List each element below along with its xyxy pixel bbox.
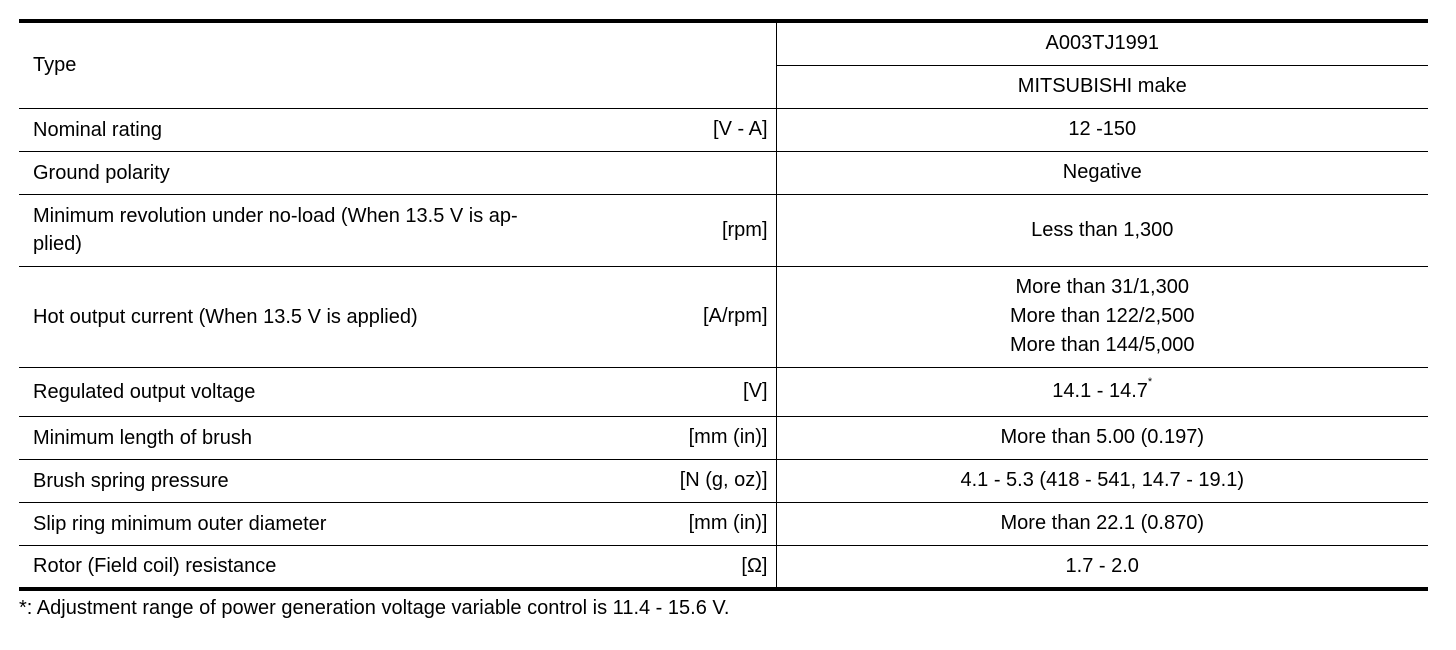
row-value: More than 22.1 (0.870) <box>1000 512 1204 534</box>
row-unit: [mm (in)] <box>688 426 768 448</box>
brush-spring-label-cell <box>19 459 776 502</box>
row-unit: [mm (in)] <box>688 512 768 534</box>
row-unit: [N (g, oz)] <box>679 469 768 491</box>
type-label: Type <box>33 54 77 77</box>
row-label: Minimum length of brush <box>33 426 252 449</box>
type-make-value: MITSUBISHI make <box>1017 75 1187 97</box>
nominal-rating-value-cell <box>776 108 1428 151</box>
type-model-value: A003TJ1991 <box>1045 32 1159 55</box>
row-label: Ground polarity <box>33 161 170 184</box>
row-label <box>33 202 518 258</box>
row-value: 1.7 - 2.0 <box>1065 554 1139 577</box>
footnote: *: Adjustment range of power generation voltage variable control is 11.4 - 15.6 V. <box>19 597 730 619</box>
type-model-cell <box>776 21 1428 65</box>
type-label-cell <box>19 21 776 108</box>
type-make-cell <box>776 65 1428 108</box>
row-label: Rotor (Field coil) resistance <box>33 555 277 578</box>
row-value: Less than 1,300 <box>1031 218 1174 241</box>
row-value-line: More than 144/5,000 <box>1009 334 1195 356</box>
brush-spring-value-cell <box>776 459 1428 502</box>
row-label: Regulated output voltage <box>33 380 256 403</box>
row-unit: [A/rpm] <box>703 305 768 327</box>
row-label: Slip ring minimum outer diameter <box>33 512 327 535</box>
hot-output-current-label-cell <box>19 266 776 367</box>
min-revolution-value-cell <box>776 194 1428 266</box>
regulated-voltage-label-cell <box>19 367 776 416</box>
row-unit: [rpm] <box>721 218 768 241</box>
slip-ring-value-cell <box>776 502 1428 545</box>
rotor-resistance-value-cell <box>776 545 1428 589</box>
ground-polarity-value-cell <box>776 151 1428 194</box>
regulated-voltage-value-cell <box>776 367 1428 416</box>
row-value: 4.1 - 5.3 (418 - 541, 14.7 - 19.1) <box>960 469 1244 491</box>
footnote-marker: * <box>1147 376 1153 388</box>
row-value: 14.1 - 14.7 <box>1052 380 1148 402</box>
row-unit: [Ω] <box>741 554 768 577</box>
row-label: Hot output current (When 13.5 V is applied) <box>33 305 418 328</box>
nominal-rating-label-cell <box>19 108 776 151</box>
rotor-resistance-label-cell <box>19 545 776 589</box>
row-value-line: More than 31/1,300 <box>1015 276 1189 298</box>
row-label-line: plied) <box>33 233 82 255</box>
slip-ring-label-cell <box>19 502 776 545</box>
brush-length-value-cell <box>776 416 1428 459</box>
row-value: Negative <box>1062 161 1142 183</box>
row-value: More than 5.00 (0.197) <box>1000 426 1204 448</box>
row-unit: [V - A] <box>713 118 768 140</box>
brush-length-label-cell <box>19 416 776 459</box>
min-revolution-label-cell <box>19 194 776 266</box>
row-unit: [V] <box>743 380 768 402</box>
ground-polarity-label-cell <box>19 151 776 194</box>
hot-output-current-value-cell <box>776 266 1428 367</box>
row-value: 12 -150 <box>1068 118 1137 140</box>
row-label: Nominal rating <box>33 118 162 141</box>
row-label-line: Minimum revolution under no-load (When 13.5 V is ap- <box>33 205 518 227</box>
row-label: Brush spring pressure <box>33 469 229 492</box>
row-value-line: More than 122/2,500 <box>1009 305 1195 327</box>
alternator-spec-table <box>19 19 1428 591</box>
